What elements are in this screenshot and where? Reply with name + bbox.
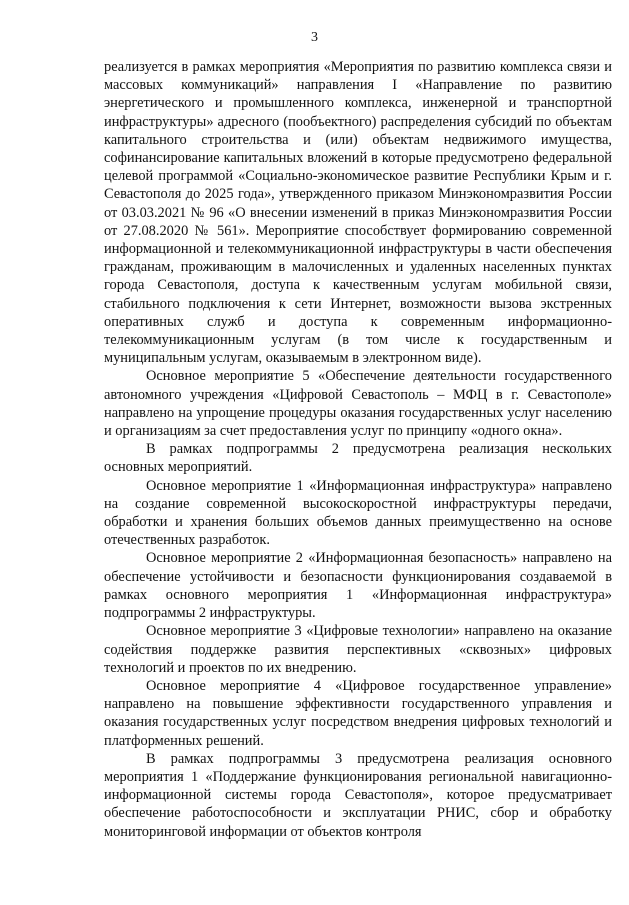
document-body: [104, 58, 612, 841]
paragraph-activity-2-security: Основное мероприятие 2 «Информационная безопасность» направлено на обеспечение устойчивости и безопасности функционирования создаваемой в рамках основного мероприятия 1 «Информационная инфраструктура» подпрограммы 2 инфраструктуры.: [104, 550, 612, 622]
paragraph-subprogram-2-intro: В рамках подпрограммы 2 предусмотрена реализация нескольких основных мероприятий.: [104, 441, 612, 476]
page-number: 3: [311, 30, 318, 45]
paragraph-main-activity-5: Основное мероприятие 5 «Обеспечение деятельности государственного автономного учреждения «Цифровой Севастополь – МФЦ в г. Севастополе» направлено на упрощение процедуры оказания государственных услуг населению и организациям за счет предоставления услуг по принципу «одного окна».: [104, 368, 612, 440]
paragraph-activity-3-technologies: Основное мероприятие 3 «Цифровые технологии» направлено на оказание содействия поддержке развития перспективных «сквозных» цифровых технологий и проектов по их внедрению.: [104, 623, 612, 676]
paragraph-continuation: реализуется в рамках мероприятия «Мероприятия по развитию комплекса связи и массовых коммуникаций» направления I «Направление по развитию энергетического и промышленного комплекса, инженерной и транспортной инфраструктуры» адресного (пообъектного) распределения субсидий по объектам капитального строительства и (или) объектам недвижимого имущества, софинансирование капитальных вложений в которые предусмотрено федеральной целевой программой «Социально-экономическое развитие Республики Крым и г. Севастополя до 2025 года», утвержденного приказом Минэкономразвития России от 03.03.2021 № 96 «О внесении изменений в приказ Минэкономразвития России от 27.08.2020 № 561». Мероприятие способствует формированию современной информационной и телекоммуникационной инфраструктуры в части обеспечения гражданам, проживающим в малочисленных и удаленных населенных пунктах города Севастополя, доступа к качественным услугам мобильной связи, стабильного подключения к сети Интернет, возможности вызова экстренных оперативных служб и доступа к современным информационно-телекоммуникационным услугам (в том числе к государственным и муниципальным услугам, оказываемым в электронном виде).: [104, 59, 612, 367]
paragraph-activity-1-infrastructure: Основное мероприятие 1 «Информационная инфраструктура» направлено на создание современной высокоскоростной инфраструктуры передачи, обработки и хранения больших объемов данных преимущественно на основе отечественных разработок.: [104, 477, 612, 549]
paragraph-subprogram-3: В рамках подпрограммы 3 предусмотрена реализация основного мероприятия 1 «Поддержание функционирования региональной навигационно-информационной системы города Севастополя», которое предусматривает обеспечение работоспособности и эксплуатации РНИС, сбор и обработку мониторинговой информации от объектов контроля: [104, 750, 612, 840]
paragraph-activity-4-governance: Основное мероприятие 4 «Цифровое государственное управление» направлено на повышение эффективности государственного управления и оказания государственных услуг посредством внедрения цифровых технологий и платформенных решений.: [104, 677, 612, 749]
